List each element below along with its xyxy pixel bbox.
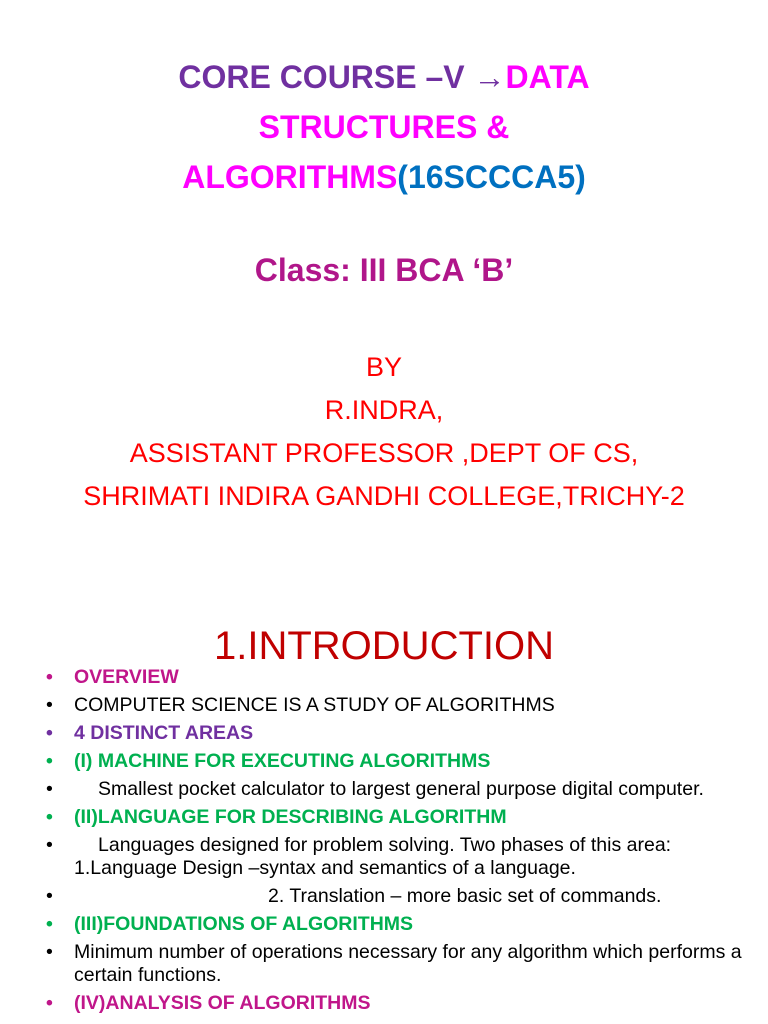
- bullet-dot: •: [46, 722, 53, 744]
- bullet-text: (IV)ANALYSIS OF ALGORITHMS: [74, 992, 371, 1014]
- introduction-title: 1.INTRODUCTION: [214, 624, 554, 668]
- bullet-dot: •: [46, 666, 53, 688]
- bullet-text: (II)LANGUAGE FOR DESCRIBING ALGORITHM: [74, 806, 507, 828]
- bullet-dot: •: [46, 913, 53, 935]
- bullet-text: OVERVIEW: [74, 666, 179, 688]
- bullet-text: COMPUTER SCIENCE IS A STUDY OF ALGORITHMS: [74, 694, 555, 716]
- bullet-dot: •: [46, 885, 53, 907]
- title-algorithms: ALGORITHMS: [182, 159, 398, 195]
- bullet-language-design: [46, 834, 746, 880]
- introduction-bullets: [46, 666, 746, 1020]
- bullet-text: Minimum number of operations necessary for any algorithm which performs a certain functions.: [74, 941, 742, 986]
- bullet-text: Languages designed for problem solving. Two phases of this area: 1.Language Design –syntax and semantics of a language.: [74, 834, 672, 879]
- bullet-four-areas: [46, 722, 746, 745]
- bullet-minimum-operations: [46, 941, 746, 987]
- bullet-machine: [46, 750, 746, 773]
- class-line: Class: III BCA ‘B’: [254, 252, 514, 288]
- bullet-analysis: [46, 992, 746, 1015]
- bullet-dot: •: [46, 806, 53, 828]
- bullet-text: (I) MACHINE FOR EXECUTING ALGORITHMS: [74, 750, 491, 772]
- bullet-text: 4 DISTINCT AREAS: [74, 722, 254, 744]
- bullet-foundations: [46, 913, 746, 936]
- bullet-dot: •: [46, 834, 53, 856]
- bullet-overview: [46, 666, 746, 689]
- title-core-course: CORE COURSE –V →: [178, 59, 506, 95]
- title-data: DATA: [505, 59, 590, 95]
- bullet-dot: •: [46, 750, 53, 772]
- college-name: SHRIMATI INDIRA GANDHI COLLEGE,TRICHY-2: [83, 481, 685, 511]
- bullet-cs-study: [46, 694, 746, 717]
- bullet-dot: •: [46, 778, 53, 800]
- bullet-translation: [46, 885, 746, 908]
- bullet-text: Smallest pocket calculator to largest general purpose digital computer.: [98, 778, 704, 800]
- author-designation: ASSISTANT PROFESSOR ,DEPT OF CS,: [129, 438, 639, 468]
- bullet-dot: •: [46, 992, 53, 1014]
- author-block: [0, 346, 768, 518]
- bullet-dot: •: [46, 941, 53, 963]
- bullet-dot: •: [46, 694, 53, 716]
- course-code: (16SCCCA5): [397, 159, 586, 195]
- bullet-text: 2. Translation – more basic set of commands.: [268, 885, 662, 907]
- title-structures: STRUCTURES &: [258, 109, 510, 145]
- author-name: R.INDRA,: [324, 395, 444, 425]
- bullet-calculator: [46, 778, 746, 801]
- by-label: BY: [365, 352, 403, 382]
- course-title: [0, 52, 768, 202]
- bullet-text: (III)FOUNDATIONS OF ALGORITHMS: [74, 913, 414, 935]
- bullet-language: [46, 806, 746, 829]
